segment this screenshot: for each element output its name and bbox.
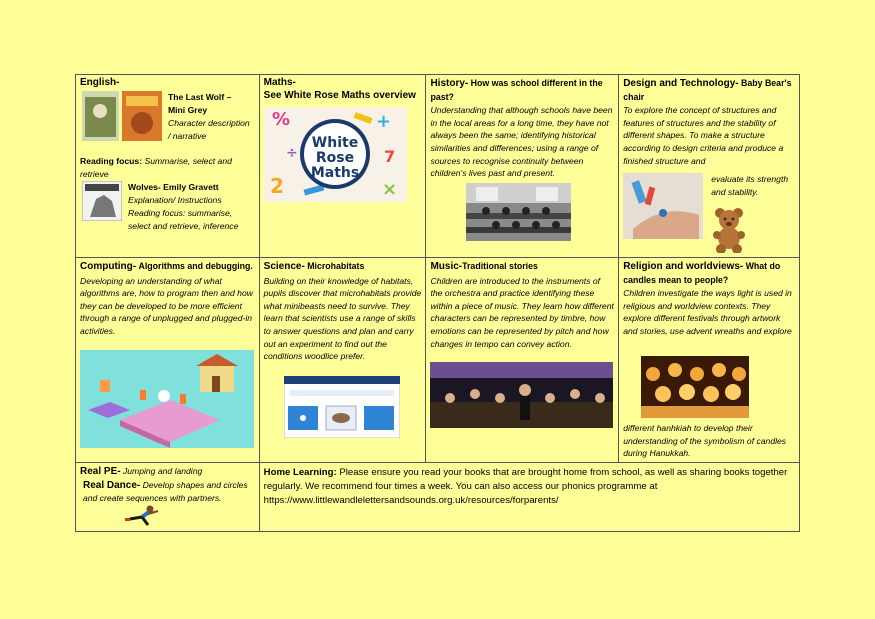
logo-line1: White	[311, 135, 358, 151]
history-text: Understanding that although schools have been in the local areas for a long time, they have not always been the same; identifying historical similarities and differences; using a range of sources to recognise continuity between children's lives past and present.	[430, 105, 613, 179]
home-learning-title: Home Learning:	[263, 467, 337, 478]
microhabitat-activity-image	[284, 376, 400, 438]
dt-text2: evaluate its strength and stability.	[711, 174, 789, 197]
curriculum-grid	[75, 74, 800, 532]
book1-type: Character description / narrative	[168, 118, 250, 141]
history-cell	[426, 75, 619, 258]
svg-text:×: ×	[381, 179, 397, 200]
teddy-bear-icon	[711, 207, 747, 253]
history-title: History-	[430, 78, 469, 89]
old-classroom-photo	[466, 183, 571, 241]
reading-focus-text: Summarise, select and retrieve	[80, 156, 232, 179]
english-cell	[76, 75, 260, 258]
svg-text:÷: ÷	[285, 145, 298, 161]
science-cell	[259, 258, 426, 463]
book2-focus: Reading focus: summarise, select and retrieve, inference	[128, 208, 239, 231]
music-topic: Traditional stories	[462, 261, 538, 271]
dt-topic: Baby Bear's chair	[623, 78, 792, 102]
music-title: Music-	[430, 261, 463, 272]
music-cell	[426, 258, 619, 463]
dance-text: Develop shapes and circles and create sequences with partners.	[83, 479, 248, 504]
candles-photo	[641, 356, 749, 418]
dt-cell	[619, 75, 800, 258]
svg-text:2: 2	[269, 174, 284, 198]
straw-structure-photo	[623, 173, 703, 239]
last-wolf-book-covers	[82, 91, 162, 141]
science-title: Science-	[263, 261, 305, 272]
maths-subtitle: See White Rose Maths overview	[263, 89, 416, 101]
dance-title: Real Dance-	[83, 479, 141, 491]
re-cell	[619, 258, 800, 463]
svg-text:+: +	[375, 111, 391, 132]
wolves-book-cover	[82, 181, 122, 221]
reading-focus-label: Reading focus:	[80, 156, 143, 166]
pe-title: Real PE-	[80, 466, 121, 477]
logo-line2: Rose	[315, 150, 354, 166]
home-learning-cell	[259, 463, 799, 532]
computing-title: Computing-	[80, 261, 137, 272]
dt-title: Design and Technology-	[623, 78, 739, 89]
book1-author: Mini Grey	[168, 105, 208, 115]
svg-text:7: 7	[383, 147, 395, 166]
logo-line3: Maths	[310, 165, 359, 181]
re-title: Religion and worldviews-	[623, 261, 744, 272]
english-title: English-	[80, 77, 120, 88]
dt-text1: To explore the concept of structures and features of structures and the stability of different shapes. To make a structure according to design criteria and produce a finished structure and	[623, 105, 784, 166]
book2-type: Explanation/ Instructions	[128, 195, 222, 205]
english-reading-focus	[80, 155, 256, 180]
maths-title: Maths-	[263, 77, 296, 88]
re-topic: What do candles mean to people?	[623, 261, 781, 285]
re-text1: Children investigate the ways light is used in religious and worldview contexts. They explore different festivals through artwork and stories, use advent wreaths and explore	[623, 288, 792, 336]
pe-text: Jumping and landing	[122, 466, 203, 476]
computing-topic: Algorithms and debugging.	[138, 261, 253, 271]
white-rose-maths-logo	[264, 107, 407, 202]
science-text: Building on their knowledge of habitats, pupils discover that microhabitats provide what minibeasts need to survive. They learn that scientists use a range of skills to answer questions and plan and carry out an experiment to find out the conditions woodlice prefer.	[263, 275, 422, 362]
history-topic: How was school different in the past?	[430, 78, 603, 102]
music-text: Children are introduced to the instruments of the orchestra and practice identifying these within a piece of music. They learn how different characters can be represented by timbre, how emotions can be represented by pitch and how changes in tempo can convey action.	[430, 275, 614, 349]
maths-cell	[259, 75, 426, 258]
home-learning-text: Please ensure you read your books that are brought home from school, as well as sharing books together regularly. We recommend four times a week. You can also access our phonics programme at https://www.littlewandlelettersandsounds.org.uk/resources/forparents/	[263, 467, 788, 506]
computing-cell	[76, 258, 260, 463]
computing-text: Developing an understanding of what algorithms are, how to program then and how they can be developed to be more efficient through a range of unplugged and plugged-in activities.	[80, 275, 253, 336]
coding-game-image	[80, 350, 254, 448]
science-topic: Microhabitats	[307, 261, 365, 271]
svg-text:%: %	[271, 109, 290, 130]
jumping-child-icon	[122, 505, 162, 527]
book2-title: Wolves- Emily Gravett	[128, 182, 219, 192]
re-text2: different hanhkiah to develop their understanding of the symbolism of candles during Hanukkah.	[623, 423, 787, 459]
orchestra-photo	[430, 362, 613, 428]
book1-title: The Last Wolf –	[168, 92, 232, 102]
pe-cell	[76, 463, 260, 532]
